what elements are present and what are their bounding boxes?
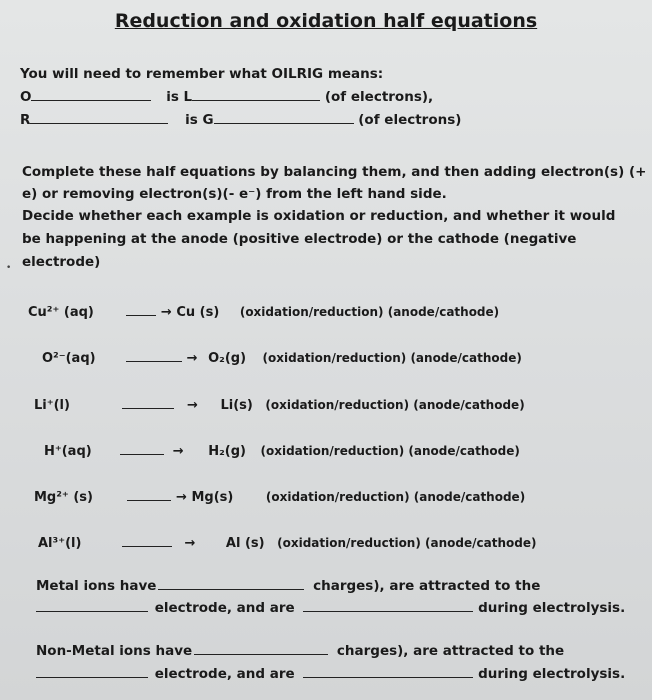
metal-end: during electrolysis. [478,600,626,616]
equation-reactant: H⁺(aq) [44,444,92,459]
equation-blank[interactable] [122,396,174,409]
nonmetal-line-1 [36,642,564,659]
equation-row [44,442,520,459]
equation-product: Li(s) [220,398,253,413]
metal-mid1: charges), are attracted to the [313,578,541,594]
nonmetal-charge-blank[interactable] [194,642,328,655]
equation-product: Al (s) [225,536,265,551]
nonmetal-process-blank[interactable] [303,665,473,678]
oilrig-line1-suffix: (of electrons), [324,89,434,105]
nonmetal-electrode-blank[interactable] [36,665,148,678]
equation-options: (oxidation/reduction) (anode/cathode) [265,398,525,412]
nonmetal-start: Non-Metal ions have [36,643,193,659]
instruction-line-1: Complete these half equations by balancing them, and then adding electron(s) (+ [22,164,647,180]
arrow-icon: → [172,444,184,459]
equation-options: (oxidation/reduction) (anode/cathode) [239,305,500,319]
nonmetal-line-2 [36,665,625,682]
margin-mark: • [6,263,12,273]
nonmetal-mid2: electrode, and are [154,666,295,682]
metal-mid2: electrode, and are [154,600,295,616]
equation-blank[interactable] [126,303,156,316]
equation-blank[interactable] [127,488,171,501]
equation-product: H₂(g) [208,444,246,459]
equation-reactant: Cu²⁺ (aq) [28,305,94,320]
equation-product: Mg(s) [191,490,234,505]
equation-reactant: O²⁻(aq) [42,351,96,366]
oilrig-r-blank[interactable] [30,111,168,124]
metal-charge-blank[interactable] [158,577,304,590]
equation-blank[interactable] [120,442,164,455]
metal-electrode-blank[interactable] [36,599,148,612]
equation-options: (oxidation/reduction) (anode/cathode) [260,444,520,458]
equation-blank[interactable] [122,534,172,547]
oilrig-intro: You will need to remember what OILRIG means: [20,66,384,82]
instruction-line-5: electrode) [22,254,101,270]
equation-row [34,396,525,413]
equation-options: (oxidation/reduction) (anode/cathode) [262,351,522,365]
oilrig-g-blank[interactable] [214,111,354,124]
equation-row [28,303,499,320]
equation-row [34,488,525,505]
nonmetal-mid1: charges), are attracted to the [336,643,565,659]
oilrig-o-blank[interactable] [31,88,151,101]
equation-options: (oxidation/reduction) (anode/cathode) [265,490,526,504]
metal-start: Metal ions have [36,578,157,594]
equation-product: O₂(g) [208,351,247,366]
oilrig-o-letter: O [20,89,32,105]
oilrig-line-2 [20,111,461,128]
equation-blank[interactable] [126,349,182,362]
equation-row [42,349,522,366]
arrow-icon: → [176,490,187,505]
page-title: Reduction and oxidation half equations [114,10,538,32]
instruction-line-2: e) or removing electron(s)(- e⁻) from the left hand side. [22,186,447,202]
oilrig-line-1 [20,88,433,105]
instruction-line-4: be happening at the anode (positive electrode) or the cathode (negative [22,231,577,247]
oilrig-g-label: is G [185,112,214,128]
equation-reactant: Mg²⁺ (s) [34,490,93,505]
oilrig-r-letter: R [20,112,31,128]
instruction-line-3: Decide whether each example is oxidation or reduction, and whether it would [22,208,616,224]
nonmetal-end: during electrolysis. [478,666,626,682]
oilrig-l-blank[interactable] [192,88,320,101]
equation-row [38,534,536,551]
oilrig-l-label: is L [166,89,193,105]
oilrig-line2-suffix: (of electrons) [358,112,462,128]
metal-line-2 [36,599,625,616]
equation-reactant: Li⁺(l) [34,398,70,413]
arrow-icon: → [187,398,198,413]
arrow-icon: → [160,305,172,320]
equation-product: Cu (s) [176,305,220,320]
metal-process-blank[interactable] [303,599,473,612]
metal-line-1 [36,577,540,594]
equation-reactant: Al³⁺(l) [38,536,82,551]
equation-options: (oxidation/reduction) (anode/cathode) [277,536,537,550]
arrow-icon: → [186,351,198,366]
arrow-icon: → [184,536,196,551]
